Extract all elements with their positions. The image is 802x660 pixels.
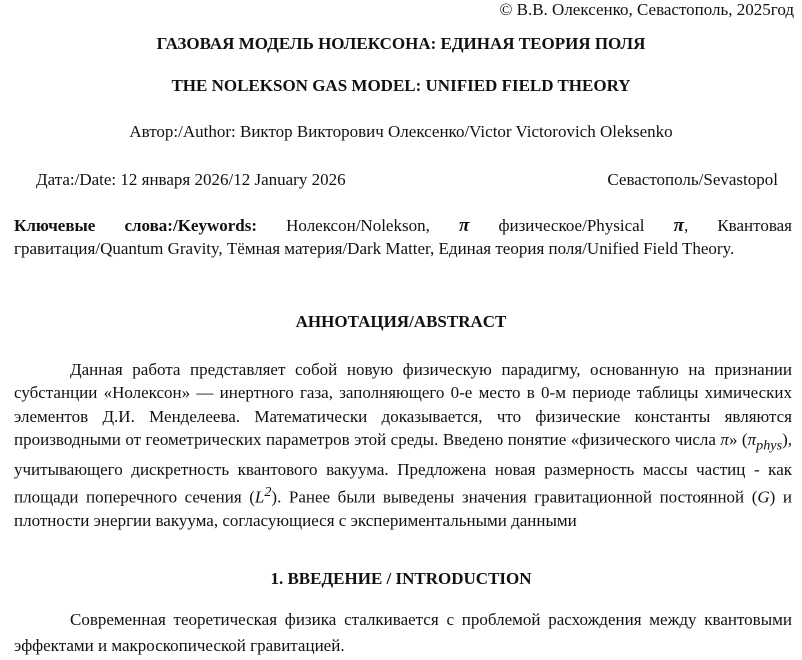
- pi-symbol: π: [673, 215, 684, 236]
- author-line: Автор:/Author: Виктор Викторович Олексенко/Victor Victorovich Oleksenko: [129, 122, 673, 141]
- pi-phys-subscript: phys: [756, 437, 783, 454]
- abstract-paragraph: [14, 358, 792, 533]
- keywords-text-1: Нолексон/Nolekson,: [257, 216, 459, 235]
- title-english: THE NOLEKSON GAS MODEL: UNIFIED FIELD THEORY: [171, 76, 631, 95]
- abstract-text-2: » (: [728, 430, 748, 450]
- keywords-text-3: , Квантовая гравитация/Quantum Gravity, Тёмная материя/Dark Matter, Единая теория поля/Unified Field Theory.: [14, 216, 792, 258]
- pi-phys-symbol: [747, 430, 783, 454]
- keywords-text-2: физическое/Physical: [469, 216, 674, 235]
- copyright-line: © В.В. Олексенко, Севастополь, 2025год: [499, 0, 794, 19]
- abstract-text-4: ). Ранее были выведены значения гравитационной постоянной (: [271, 488, 758, 508]
- pi-symbol: π: [720, 430, 729, 450]
- pi-symbol: π: [458, 215, 470, 236]
- city-line: Севастополь/Sevastopol: [607, 170, 778, 189]
- gravity-constant-symbol: G: [757, 488, 770, 508]
- pi-symbol: π: [747, 430, 757, 450]
- title-russian: ГАЗОВАЯ МОДЕЛЬ НОЛЕКСОНА: ЕДИНАЯ ТЕОРИЯ ПОЛЯ: [156, 34, 646, 53]
- length-symbol: L: [254, 488, 265, 508]
- abstract-heading: АННОТАЦИЯ/ABSTRACT: [295, 312, 507, 331]
- abstract-text-1: Данная работа представляет собой новую физическую парадигму, основанную на признании субстанции «Нолексон» — инертного газа, заполняющего 0-е место в 0-м периоде таблицы химических элементов Д.И. Менделеева. Математически доказывается, что физические константы являются производными от геометрических параметров этой среды. Введено понятие «физического числа: [14, 360, 792, 450]
- length-exponent: 2: [264, 484, 272, 501]
- abstract-text-3: ), учитывающего дискретность квантового вакуума. Предложена новая размерность массы частиц - как площади поперечного сечения (: [14, 430, 792, 508]
- introduction-heading: 1. ВВЕДЕНИЕ / INTRODUCTION: [270, 569, 532, 588]
- date-line: Дата:/Date: 12 января 2026/12 January 2026: [36, 170, 346, 189]
- keywords-paragraph: [14, 214, 792, 260]
- abstract-text-5: ) и плотности энергии вакуума, согласующиеся с экспериментальными данными: [14, 488, 792, 531]
- keywords-label: Ключевые слова:/Keywords:: [14, 216, 258, 235]
- introduction-paragraph: Современная теоретическая физика сталкивается с проблемой расхождения между квантовыми эффектами и макроскопической гравитацией.: [14, 610, 792, 655]
